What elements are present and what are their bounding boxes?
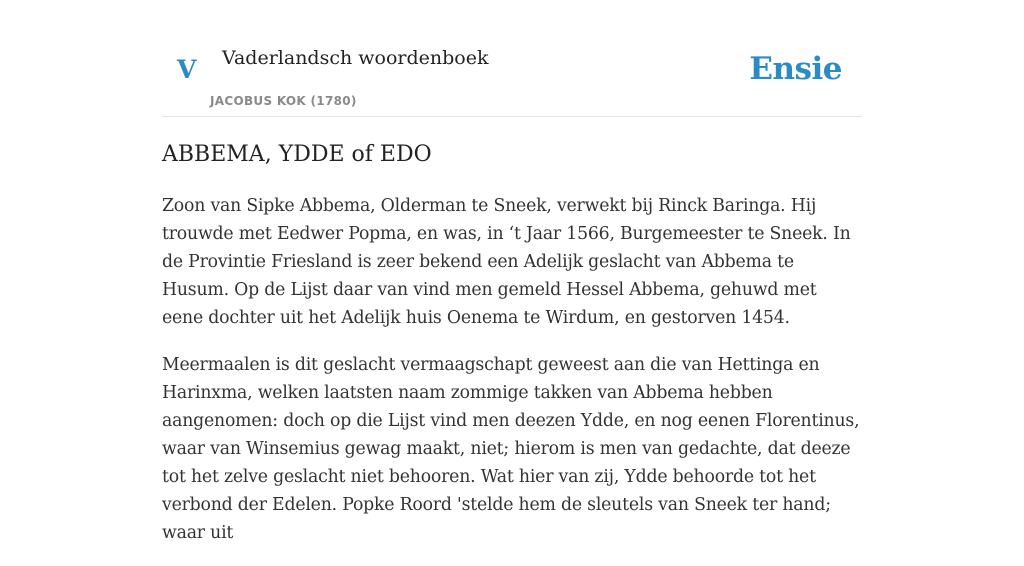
entry-paragraph: Meermaalen is dit geslacht vermaagschapt geweest aan die van Hettinga en Harinxma, welken laatsten naam zommige takken van Abbema hebben aangenomen: doch op die Lijst vind men deezen Ydde, en nog eenen Florentinus, waar van Winsemius gewag maakt, niet; hierom is men van gedachte, dat deeze tot het zelve geslacht niet behooren. Wat hier van zij, Ydde behoorde tot het verbond der Edelen. Popke Roord 'stelde hem de sleutels van Sneek ter hand; waar uit bbox=[162, 355, 860, 543]
author-label: JACOBUS KOK (1780) bbox=[210, 94, 357, 108]
ensie-logo-link[interactable]: Ensie bbox=[749, 51, 842, 87]
entry-body bbox=[162, 192, 862, 566]
volume-letter-icon[interactable]: V bbox=[177, 55, 197, 84]
entry-paragraph: Zoon van Sipke Abbema, Olderman te Sneek, verwekt bij Rinck Baringa. Hij trouwde met Eedwer Popma, en was, in ‘t Jaar 1566, Burgemeester te Sneek. In de Provintie Friesland is zeer bekend een Adelijk geslacht van Abbema te Husum. Op de Lijst daar van vind men gemeld Hessel Abbema, gehuwd met eene dochter uit het Adelijk huis Oenema te Wirdum, en gestorven 1454. bbox=[162, 196, 851, 328]
header bbox=[162, 0, 862, 117]
entry-title: ABBEMA, YDDE of EDO bbox=[162, 142, 432, 167]
book-title[interactable]: Vaderlandsch woordenboek bbox=[222, 47, 489, 69]
